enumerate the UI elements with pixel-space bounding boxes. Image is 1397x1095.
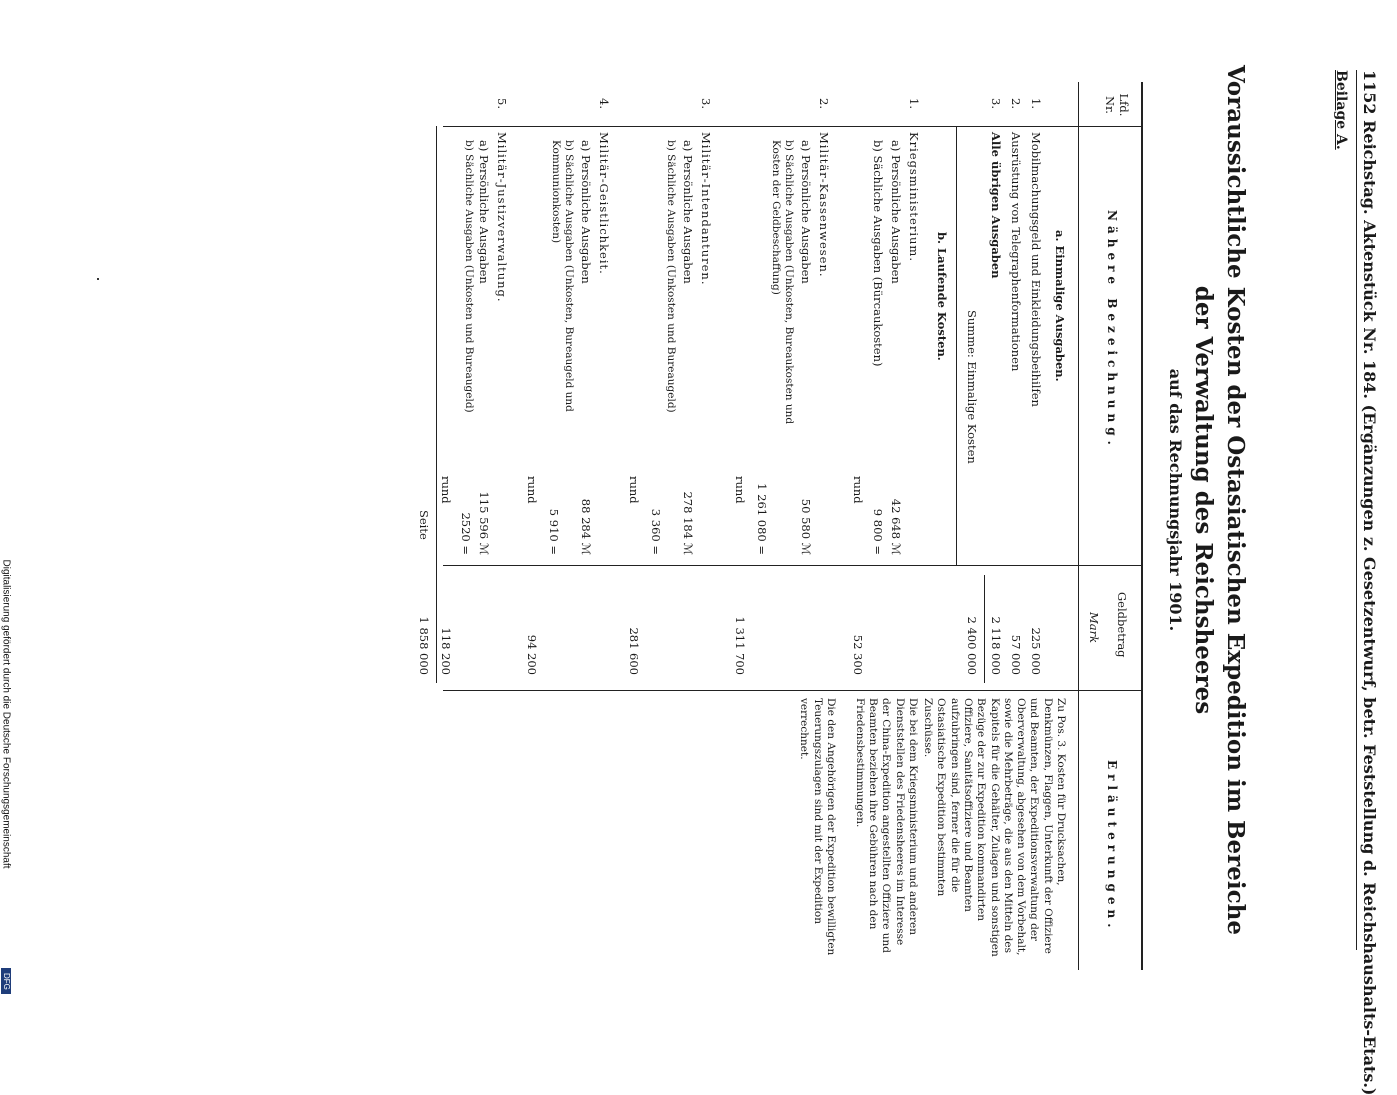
- col-divider-notes: [443, 690, 1143, 691]
- title-line-1: Voraussichtliche Kosten der Ostasiatischen Expedition im Bereiche: [1222, 65, 1249, 935]
- header-erlaeuterungen: Erläuterungen.: [1105, 760, 1119, 933]
- group-1-nr: 1.: [907, 98, 921, 109]
- row-a2-text: Ausrüstung von Telegraphenformationen: [1009, 132, 1023, 372]
- group-1-title: Kriegsministerium.: [907, 132, 921, 262]
- group-5-total: 118 200: [439, 627, 453, 675]
- header-geldbetrag: Geldbetrag: [1115, 592, 1129, 658]
- seite-label: Seite: [417, 510, 431, 540]
- group-4-item-b: b) Sächliche Ausgaben (Unkosten, Bureaugeld und Kommunionkosten): [549, 140, 575, 412]
- group-5-title: Militär-Justizverwaltung.: [495, 132, 509, 303]
- group-2-nr: 2.: [817, 98, 831, 109]
- group-4-value-b: 5 910 =: [547, 508, 561, 555]
- page-header: 1152 Reichstag. Aktenstück Nr. 184. (Ergänzungen z. Gesetzentwurf, betr. Feststellung d. Reichshaushalts-Etats.): [1360, 70, 1379, 1095]
- row-a3-amount: 2 118 000: [989, 616, 1003, 675]
- row-a3-text: Alle übrigen Ausgaben: [989, 132, 1003, 279]
- digitization-footer: [0, 560, 12, 1000]
- scan-speck: [97, 278, 99, 280]
- title-line-3: auf das Rechnungsjahr 1901.: [1166, 368, 1185, 632]
- group-3-title: Militär-Intendanturen.: [699, 132, 713, 286]
- group-1-item-b: b) Sächliche Ausgaben (Bürcaukosten): [871, 140, 885, 367]
- group-5-rund: rund: [439, 476, 453, 504]
- row-a1-amount: 225 000: [1029, 627, 1043, 675]
- table-header-rule: [1078, 82, 1079, 970]
- seite-total: 1 858 000: [417, 616, 431, 675]
- group-1-item-a: a) Persönliche Ausgaben: [889, 140, 903, 284]
- header-bezeichnung: Nähere Bezeichnung.: [1105, 210, 1119, 450]
- group-1-rund: rund: [851, 476, 865, 504]
- title-line-2: der Verwaltung des Reichsheeres: [1190, 285, 1217, 715]
- group-1-total: 52 300: [851, 634, 865, 675]
- group-4-title: Militär-Geistlichkeit.: [597, 132, 611, 275]
- row-a2-nr: 2.: [1009, 98, 1023, 109]
- group-5-nr: 5.: [495, 98, 509, 109]
- row-a3-nr: 3.: [989, 98, 1003, 109]
- group-2-item-b: b) Sächliche Ausgaben (Unkosten, Bureaukosten und Kosten der Geldbeschaffung): [769, 140, 795, 425]
- seite-rule: [436, 126, 437, 683]
- group-5-item-b: b) Sächliche Ausgaben (Unkosten und Bureaugeld): [463, 140, 475, 413]
- dfg-logo: DFG: [1, 968, 11, 994]
- col-divider-amount: [443, 565, 1143, 566]
- group-5-value-a: 115 596 ℳ: [477, 491, 491, 555]
- note-pos-3: Zu Pos. 3. Kosten für Drucksachen, Denkmünzen, Flaggen, Unterkunft der Offiziere und Beamten, der Expeditionsverwaltung der Oberverwaltung, abgesehen von dem Vorbehalt, sowie die Mehrbeträge, die aus den Mitteln des Kapitels für die Gehälter, Zulagen und sonstigen Bezüge der zur Expedition kommandirten Offiziere, Sanitätsoffiziere und Beamten aufzubringen sind, ferner die für die Ostasiatische Expedition bestimmten Zuschüsse.: [922, 698, 1067, 957]
- row-a1-nr: 1.: [1029, 98, 1043, 109]
- group-3-rund: rund: [627, 476, 641, 504]
- footer-text: Digitalisierung gefördert durch die Deutsche Forschungsgemeinschaft: [0, 559, 12, 869]
- group-4-total: 94 200: [525, 634, 539, 675]
- group-2-value-b: 1 261 080 =: [755, 483, 769, 555]
- group-2-value-a: 50 580 ℳ: [799, 498, 813, 555]
- row-a2-amount: 57 000: [1009, 634, 1023, 675]
- note-teuerungszulagen: Die den Angehörigen der Expedition bewilligten Teuerungszulagen sind mit der Expedition verrechnet.: [798, 698, 837, 956]
- section-b-rule: [956, 126, 957, 565]
- group-3-total: 281 600: [627, 627, 641, 675]
- group-3-item-a: a) Persönliche Ausgaben: [681, 140, 695, 284]
- header-nr: Lfd. Nr.: [1103, 93, 1131, 117]
- group-5-item-a: a) Persönliche Ausgaben: [477, 140, 491, 284]
- group-4-item-a: a) Persönliche Ausgaben: [579, 140, 593, 284]
- group-4-value-a: 88 284 ℳ: [579, 498, 593, 555]
- group-2-title: Militär-Kassenwesen.: [817, 132, 831, 278]
- group-2-total: 1 311 700: [733, 616, 747, 675]
- beilage-label: Beilage A.: [1333, 70, 1349, 150]
- group-2-rund: rund: [733, 476, 747, 504]
- group-4-rund: rund: [525, 476, 539, 504]
- group-2-item-a: a) Persönliche Ausgaben: [799, 140, 813, 284]
- table-top-rule: [1141, 82, 1143, 970]
- sum-a-amount: 2 400 000: [965, 616, 979, 675]
- header-mark: Mark: [1087, 612, 1101, 644]
- group-5-value-b: 2520 =: [459, 512, 473, 555]
- section-a-title: a. Einmalige Ausgaben.: [1053, 230, 1067, 382]
- group-3-item-b: b) Sächliche Ausgaben (Unkosten und Bureaugeld): [665, 140, 677, 413]
- sum-a-rule: [984, 575, 985, 683]
- group-4-nr: 4.: [597, 98, 611, 109]
- group-1-value-a: 42 648 ℳ: [889, 498, 903, 555]
- group-3-value-a: 278 184 ℳ: [681, 491, 695, 555]
- sum-a-label: Summe: Einmalige Kosten: [965, 310, 979, 464]
- note-kriegsministerium: Die bei dem Kriegsministerium und anderen Dienststellen des Friedensheeres im Interesse der China-Expedition angestellten Offiziere und Beamten beziehen ihre Gebühren nach den Friedensbestimmungen.: [853, 698, 919, 953]
- group-3-nr: 3.: [699, 98, 713, 109]
- section-b-title: b. Laufende Kosten.: [935, 232, 949, 361]
- col-divider-nr: [443, 126, 1143, 127]
- header-rule: [1356, 70, 1357, 950]
- group-1-value-b: 9 800 =: [871, 508, 885, 555]
- row-a1-text: Mobilmachungsgeld und Einkleidungsbeihilfen: [1029, 132, 1043, 407]
- group-3-value-b: 3 360 =: [649, 508, 663, 555]
